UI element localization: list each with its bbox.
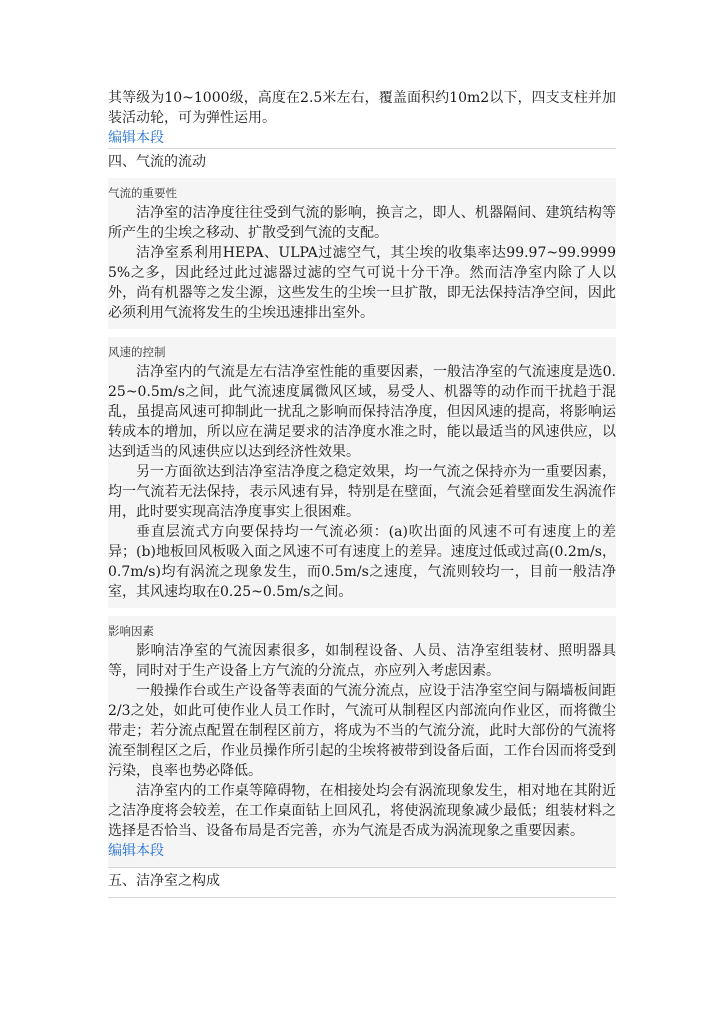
spacer <box>108 329 616 337</box>
paragraph: 一般操作台或生产设备等表面的气流分流点，应设于洁净室空间与隔墙板间距2/3之处，如此可使作业人员工作时，气流可从制程区内部流向作业区，而将微尘带走；若分流点配置在制程区前方，将成为不当的气流分流，此时大部份的气流将流至制程区之后，作业员操作所引起的尘埃将被带到设备后面，工作台因而将受到污染，良率也势必降低。 <box>108 683 616 779</box>
edit-section-link[interactable]: 编辑本段 <box>108 843 164 859</box>
subsection-importance <box>108 178 616 329</box>
intro-paragraph: 其等级为10~1000级，高度在2.5米左右，覆盖面积约10m2以下，四支支柱并加装活动轮，可为弹性运用。 <box>108 90 616 126</box>
paragraph: 洁净室内的气流是左右洁净室性能的重要因素，一般洁净室的气流速度是选0.25~0.5m/s之间，此气流速度属微风区域，易受人、机器等的动作而干扰趋于混乱，虽提高风速可抑制此一扰乱之影响而保持洁净度，但因风速的提高，将影响运转成本的增加，所以应在满足要求的洁净度水准之时，能以最适当的风速供应，以达到适当的风速供应以达到经济性效果。 <box>108 364 616 460</box>
paragraph: 洁净室的洁净度往往受到气流的影响，换言之，即人、机器隔间、建筑结构等所产生的尘埃之移动、扩散受到气流的支配。 <box>108 205 616 241</box>
paragraph: 洁净室系利用HEPA、ULPA过滤空气，其尘埃的收集率达99.97~99.99995%之多，因此经过此过滤器过滤的空气可说十分干净。然而洁净室内除了人以外，尚有机器等之发尘源，这些发生的尘埃一旦扩散，即无法保持洁净空间，因此必须利用气流将发生的尘埃迅速排出室外。 <box>108 245 616 321</box>
section-heading-cleanroom-structure: 五、洁净室之构成 <box>108 873 220 889</box>
edit-section-link[interactable]: 编辑本段 <box>108 130 164 146</box>
paragraph: 影响洁净室的气流因素很多，如制程设备、人员、洁净室组装材、照明器具等，同时对于生产设备上方气流的分流点，亦应列入考虑因素。 <box>108 643 616 679</box>
subsection-title-wind-speed: 风速的控制 <box>108 345 166 359</box>
document-content <box>108 88 616 898</box>
divider <box>108 897 616 898</box>
subsection-factors <box>108 616 616 867</box>
subsection-wind-speed <box>108 337 616 608</box>
paragraph: 洁净室内的工作桌等障碍物，在相接处均会有涡流现象发生，相对地在其附近之洁净度将会较差，在工作桌面钻上回风孔，将使涡流现象减少最低；组装材料之选择是否恰当、设备布局是否完善，亦为气流是否成为涡流现象之重要因素。 <box>108 783 616 839</box>
paragraph: 另一方面欲达到洁净室洁净度之稳定效果，均一气流之保持亦为一重要因素，均一气流若无法保持，表示风速有异，特别是在壁面，气流会延着壁面发生涡流作用，此时要实现高洁净度事实上很困难。 <box>108 464 616 520</box>
spacer <box>108 608 616 616</box>
section-heading-airflow: 四、气流的流动 <box>108 154 206 170</box>
subsection-title-factors: 影响因素 <box>108 624 154 638</box>
subsection-title-importance: 气流的重要性 <box>108 186 177 200</box>
paragraph: 垂直层流式方向要保持均一气流必须：(a)吹出面的风速不可有速度上的差异；(b)地板回风板吸入面之风速不可有速度上的差异。速度过低或过高(0.2m/s，0.7m/s)均有涡流之现象发生，而0.5m/s之速度，气流则较均一，目前一般洁净室，其风速均取在0.25~0.5m/s之间。 <box>108 524 616 600</box>
